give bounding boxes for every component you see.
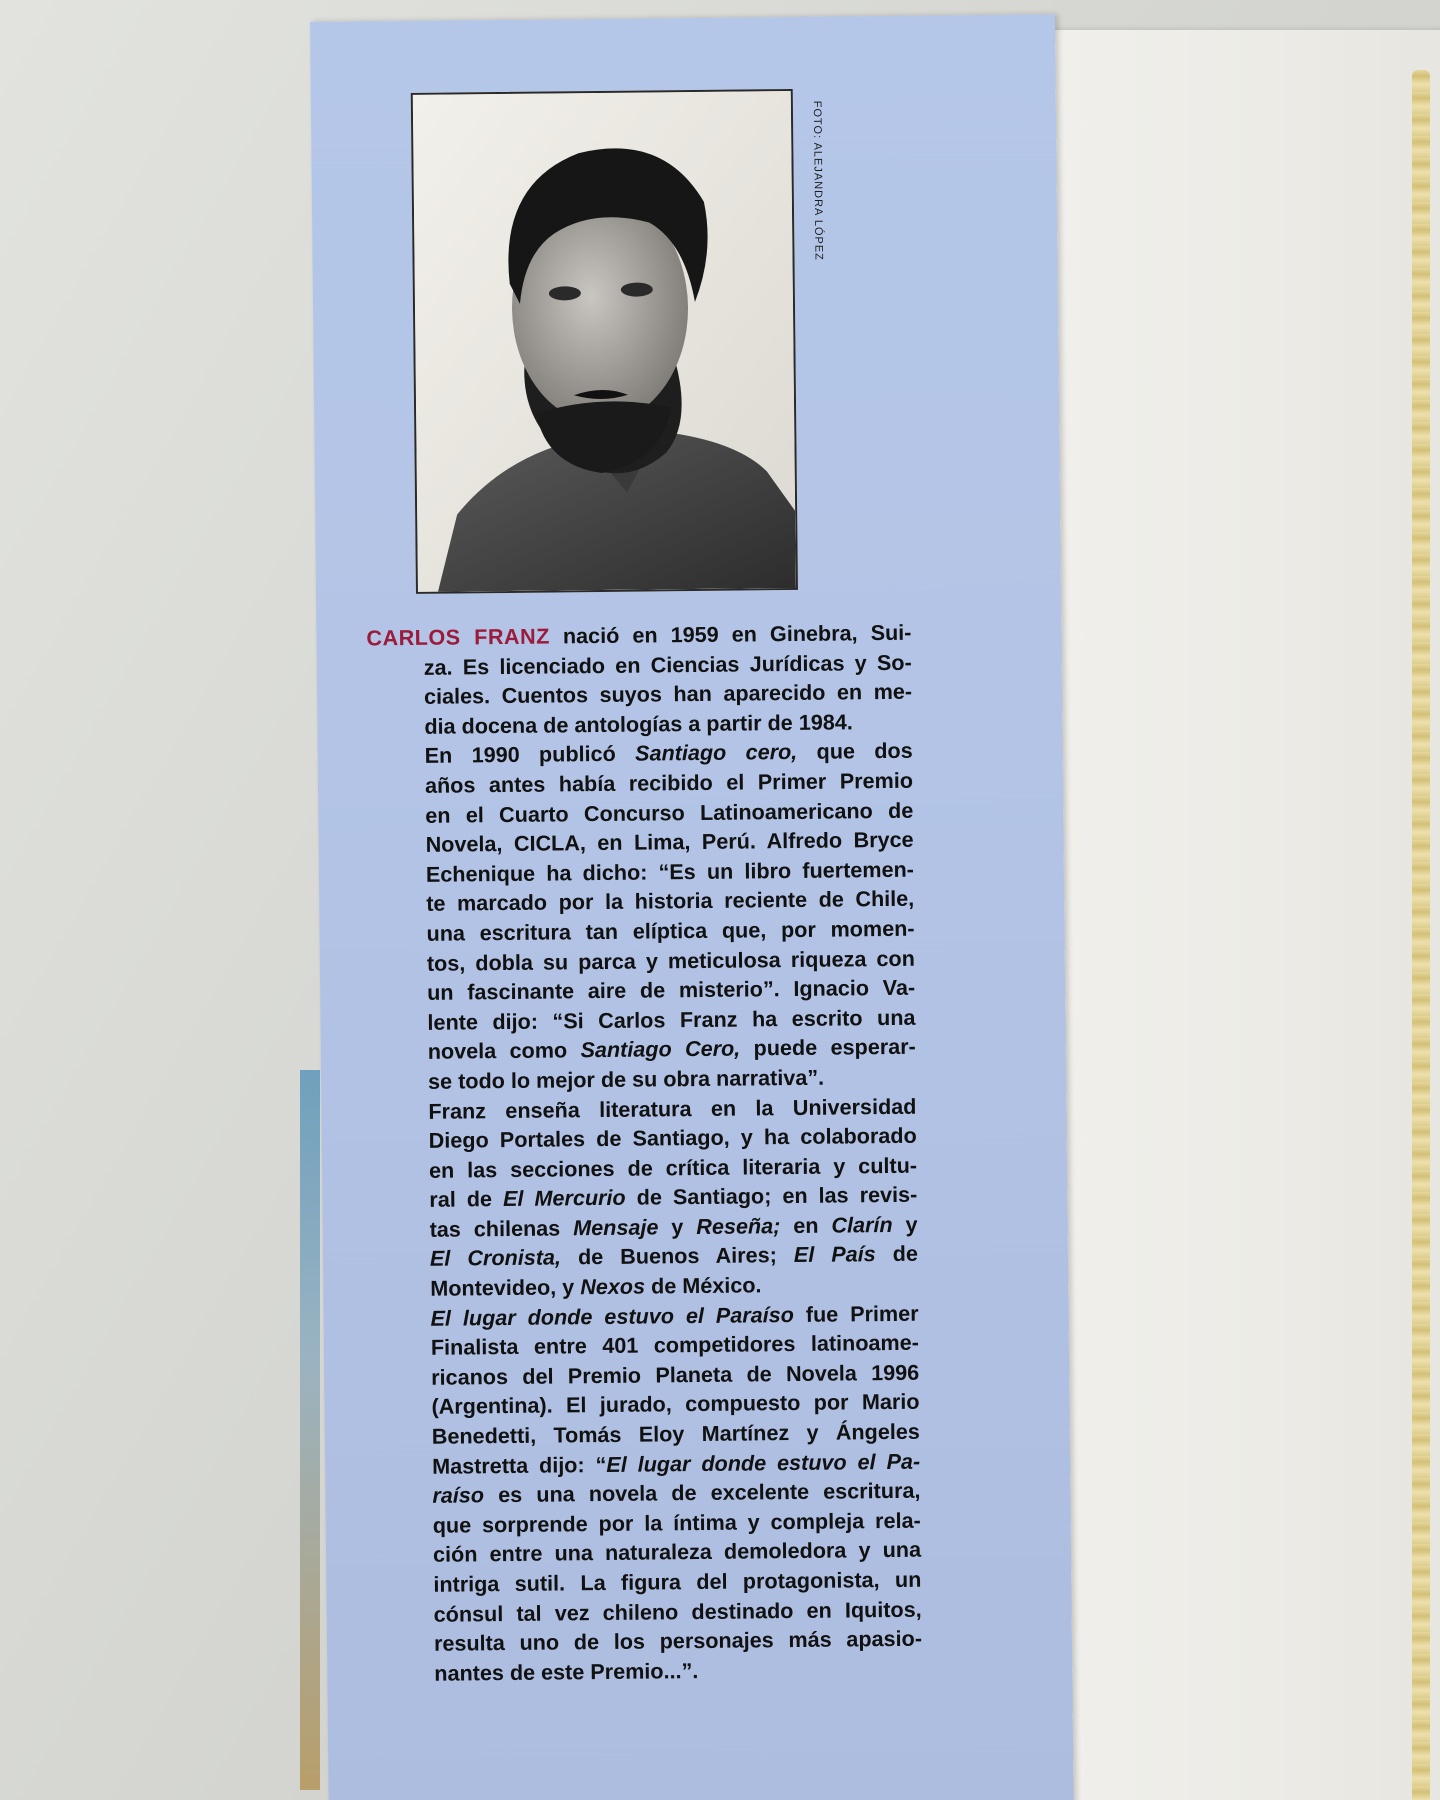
bio-text: es una novela de excelente escritura,	[483, 1477, 921, 1508]
bio-text: te marcado por la historia reciente de Chile,	[426, 886, 915, 917]
bio-line	[371, 1032, 916, 1067]
bio-text: Echenique ha dicho: “Es un libro fuertemen-	[425, 856, 915, 887]
bio-line	[377, 1653, 922, 1688]
bio-text: En 1990 publicó	[424, 741, 636, 769]
bio-italic-text: El País	[793, 1241, 876, 1268]
bio-text: ral de	[429, 1186, 504, 1213]
bio-text: Franz enseña literatura en la Universidad	[428, 1093, 917, 1124]
bio-text: resulta uno de los personajes más apasio-	[433, 1625, 923, 1656]
bio-italic-text: raíso	[432, 1482, 485, 1509]
bio-italic-text: Santiago Cero,	[580, 1035, 741, 1063]
bio-text: y	[658, 1213, 697, 1240]
bio-text: que dos	[797, 738, 913, 765]
bio-text: de	[875, 1241, 919, 1267]
bio-text: una escritura tan elíptica que, por momen-	[426, 915, 915, 946]
bio-text: de Santiago; en las revis-	[625, 1181, 918, 1211]
bio-text: en	[780, 1212, 832, 1239]
bio-italic-text: El lugar donde estuvo el Pa-	[606, 1448, 921, 1477]
bio-text: ciales. Cuentos suyos han aparecido en me-	[423, 678, 913, 710]
bio-text: un fascinante aire de misterio”. Ignacio Va-	[427, 974, 916, 1005]
bio-text: lente dijo: “Si Carlos Franz ha escrito una	[427, 1004, 916, 1035]
bio-line	[377, 1624, 922, 1659]
bio-line	[373, 1239, 918, 1274]
back-page	[1010, 30, 1440, 1800]
bio-italic-text: Nexos	[580, 1273, 646, 1300]
bio-text: años antes había recibido el Primer Premio	[424, 767, 914, 798]
photo-credit: FOTO: ALEJANDRA LÓPEZ	[810, 100, 825, 261]
bio-text: que sorprende por la íntima y compleja rela-	[432, 1507, 921, 1538]
bio-text: cónsul tal vez chileno destinado en Iquitos,	[433, 1596, 922, 1627]
bio-italic-text: Reseña;	[696, 1213, 781, 1239]
bio-italic-text: El Mercurio	[502, 1185, 626, 1212]
bio-italic-text: El lugar donde estuvo el Paraíso	[430, 1301, 794, 1331]
bio-text: en el Cuarto Concurso Latinoamericano de	[425, 797, 914, 828]
bio-text: za. Es licenciado en Ciencias Jurídicas y So-	[423, 649, 912, 680]
bio-text: intriga sutil. La figura del protagonista, un	[433, 1566, 922, 1597]
bio-text: en las secciones de crítica literaria y cultu-	[428, 1152, 918, 1183]
author-name: CARLOS FRANZ	[366, 623, 550, 651]
bio-italic-text: Mensaje	[573, 1214, 659, 1241]
bio-text: fue Primer	[793, 1300, 919, 1327]
bio-text: nantes de este Premio...”.	[434, 1657, 699, 1686]
bio-text: puede esperar-	[740, 1034, 916, 1061]
bio-text: y	[892, 1211, 918, 1237]
bio-text: ción entre una naturaleza demoledora y una	[432, 1537, 922, 1568]
bio-text: Novela, CICLA, en Lima, Perú. Alfredo Bryce	[425, 826, 914, 857]
portrait-illustration	[413, 91, 796, 592]
glue-edge	[1412, 70, 1430, 1800]
cover-side-strip	[300, 1070, 320, 1790]
bio-text: tos, dobla su parca y meticulosa riqueza con	[426, 945, 915, 976]
author-bio	[366, 618, 922, 1689]
bio-text: Mastretta dijo: “	[431, 1451, 607, 1479]
author-portrait	[411, 89, 798, 594]
bio-text: de México.	[644, 1272, 762, 1299]
bio-text: ricanos del Premio Planeta de Novela 1996	[431, 1359, 920, 1390]
bio-italic-text: Santiago cero,	[634, 739, 798, 767]
bio-text: dia docena de antologías a partir de 1984.	[424, 709, 853, 739]
bio-text: Montevideo, y	[430, 1274, 581, 1301]
bio-text: Finalista entre 401 competidores latinoame-	[430, 1329, 919, 1361]
bio-text: se todo lo mejor de su obra narrativa”.	[427, 1064, 825, 1094]
bio-italic-text: El Cronista,	[429, 1244, 562, 1272]
bio-text: nació en 1959 en Ginebra, Sui-	[549, 619, 912, 649]
book-flap	[310, 14, 1074, 1800]
bio-text: (Argentina). El jurado, compuesto por Mario	[431, 1389, 920, 1420]
bio-text: tas chilenas	[429, 1215, 574, 1242]
bio-text: de Buenos Aires;	[560, 1242, 794, 1270]
bio-italic-text: Clarín	[831, 1211, 893, 1238]
bio-text: Diego Portales de Santiago, y ha colaborado	[428, 1122, 917, 1153]
bio-text: Benedetti, Tomás Eloy Martínez y Ángeles	[431, 1418, 920, 1449]
bio-text: novela como	[427, 1037, 581, 1065]
